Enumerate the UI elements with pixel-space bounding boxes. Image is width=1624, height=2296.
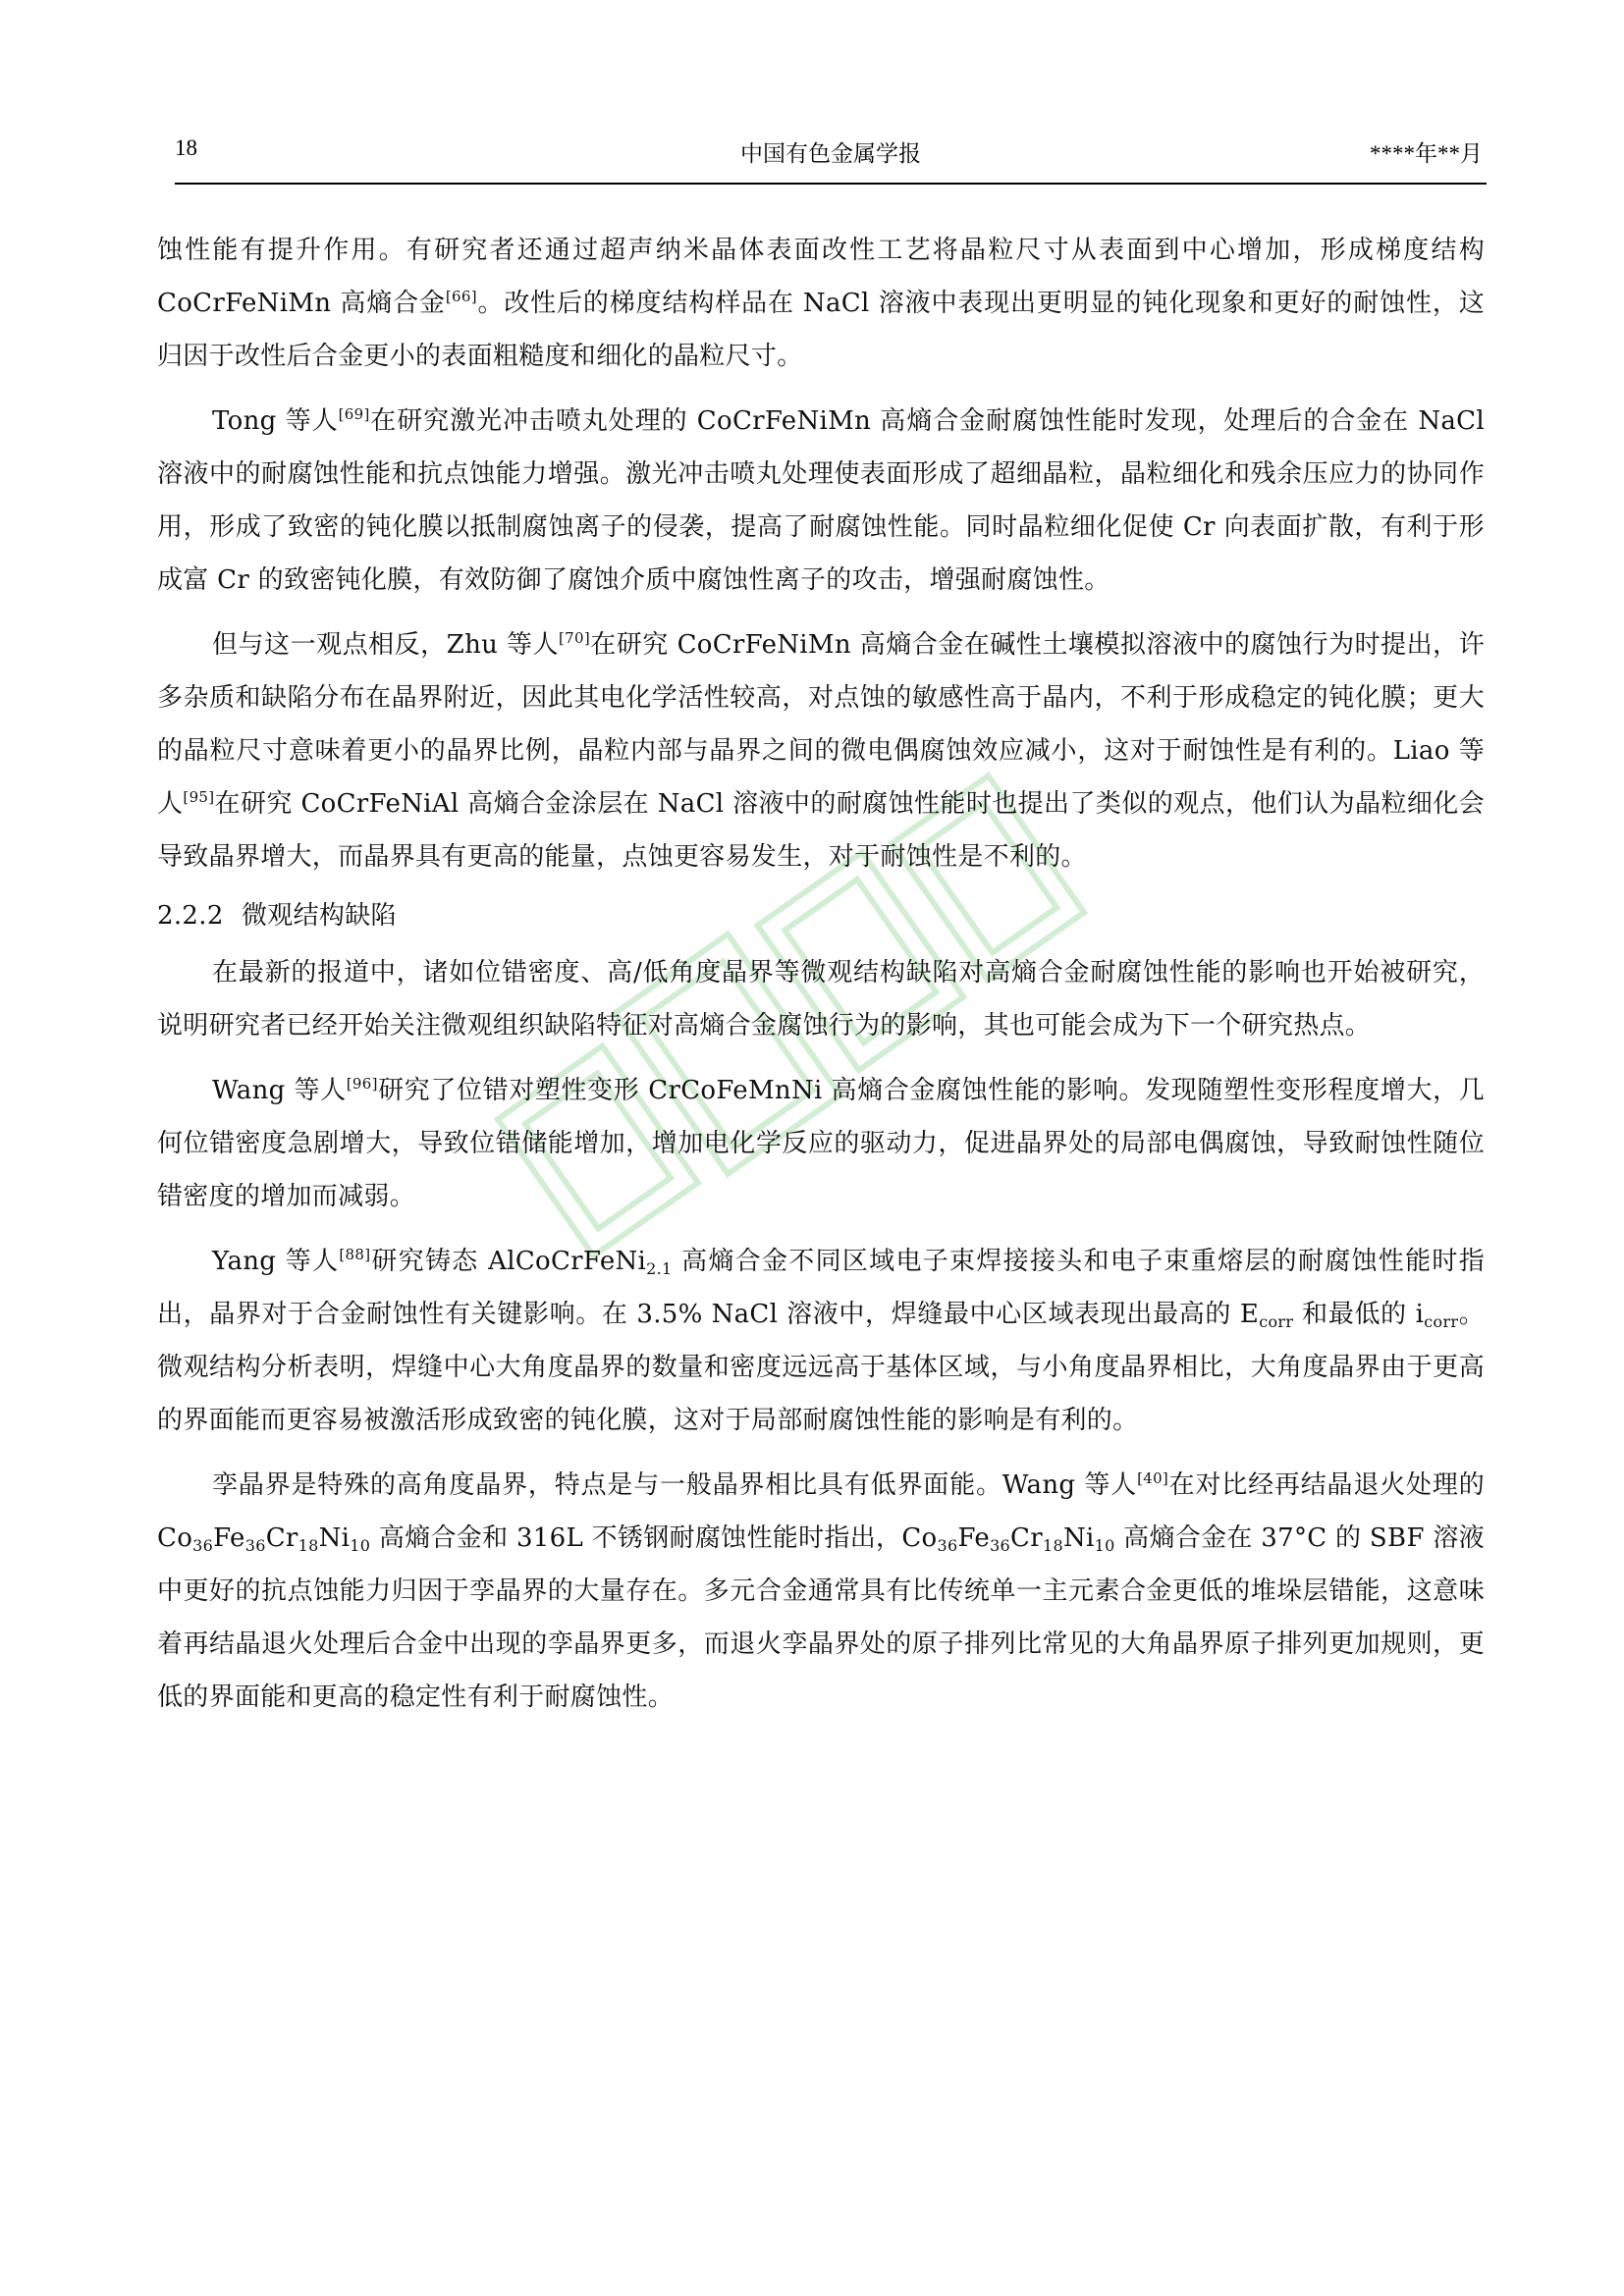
paragraph-2: Tong 等人[69]在研究激光冲击喷丸处理的 CoCrFeNiMn 高熵合金耐腐蚀性能时发现，处理后的合金在 NaCl 溶液中的耐腐蚀性能和抗点蚀能力增强。激光冲击喷丸处理使表面形成了超细晶粒，晶粒细化和残余压应力的协同作用，形成了致密的钝化膜以抵制腐蚀离子的侵袭，提高了耐腐蚀性能。同时晶粒细化促使 Cr 向表面扩散，有利于形成富 Cr 的致密钝化膜，有效防御了腐蚀介质中腐蚀性离子的攻击，增强耐腐蚀性。 [157, 405, 1485, 595]
citation[interactable]: [95] [183, 788, 215, 806]
citation[interactable]: [69] [338, 405, 370, 423]
citation[interactable]: [96] [346, 1075, 378, 1093]
citation[interactable]: [70] [559, 629, 590, 647]
article-body [157, 224, 1485, 1724]
section-heading [157, 889, 1485, 942]
paragraph-7: 孪晶界是特殊的高角度晶界，特点是与一般晶界相比具有低界面能。Wang 等人[40]在对比经再结晶退火处理的 $Co_{36}Fe_{36}Cr_{18}Ni_{10}$ 高熵合金和 316L 不锈钢耐腐蚀性能时指出，$Co_{36}Fe_{36}Cr_{18}Ni_{10}$ 高熵合金在 37°C 的 SBF 溶液中更好的抗点蚀能力归因于孪晶界的大量存在。多元合金通常具有比传统单一主元素合金更低的堆垛层错能，这意味着再结晶退火处理后合金中出现的孪晶界更多，而退火孪晶界处的原子排列比常见的大角晶界原子排列更加规则，更低的界面能和更高的稳定性有利于耐腐蚀性。 [157, 1469, 1485, 1712]
paragraph-6: Yang 等人[88]研究铸态 AlCoCrFeNi$_{2.1}$ 高熵合金不同区域电子束焊接接头和电子束重熔层的耐腐蚀性能时指出，晶界对于合金耐蚀性有关键影响。在 3.5% NaCl 溶液中，焊缝最中心区域表现出最高的 $E_{corr}$ 和最低的 $i_{corr}$。微观结构分析表明，焊缝中心大角度晶界的数量和密度远远高于基体区域，与小角度晶界相比，大角度晶界由于更高的界面能而更容易被激活形成致密的钝化膜，这对于局部耐腐蚀性能的影响是有利的。 [157, 1246, 1485, 1435]
paragraph-4: 在最新的报道中，诸如位错密度、高/低角度晶界等微观结构缺陷对高熵合金耐腐蚀性能的影响也开始被研究，说明研究者已经开始关注微观组织缺陷特征对高熵合金腐蚀行为的影响，其也可能会成为下一个研究热点。 [157, 958, 1485, 1041]
issue-date: ****年**月 [1370, 141, 1483, 166]
paragraph-1: 蚀性能有提升作用。有研究者还通过超声纳米晶体表面改性工艺将晶粒尺寸从表面到中心增加，形成梯度结构 CoCrFeNiMn 高熵合金[66]。改性后的梯度结构样品在 NaCl 溶液中表现出更明显的钝化现象和更好的耐蚀性，这归因于改性后合金更小的表面粗糙度和细化的晶粒尺寸。 [157, 236, 1485, 371]
journal-title: 中国有色金属学报 [740, 141, 921, 166]
paragraph-3: 但与这一观点相反，Zhu 等人[70]在研究 CoCrFeNiMn 高熵合金在碱性土壤模拟溶液中的腐蚀行为时提出，许多杂质和缺陷分布在晶界附近，因此其电化学活性较高，对点蚀的敏感性高于晶内，不利于形成稳定的钝化膜；更大的晶粒尺寸意味着更小的晶界比例，晶粒内部与晶界之间的微电偶腐蚀效应减小，这对于耐蚀性是有利的。Liao 等人[95]在研究 CoCrFeNiAl 高熵合金涂层在 NaCl 溶液中的耐腐蚀性能时也提出了类似的观点，他们认为晶粒细化会导致晶界增大，而晶界具有更高的能量，点蚀更容易发生，对于耐蚀性是不利的。 [157, 629, 1485, 872]
citation[interactable]: [88] [339, 1246, 371, 1263]
paragraph-5: Wang 等人[96]研究了位错对塑性变形 CrCoFeMnNi 高熵合金腐蚀性能的影响。发现随塑性变形程度增大，几何位错密度急剧增大，导致位错储能增加，增加电化学反应的驱动力，促进晶界处的局部电偶腐蚀，导致耐蚀性随位错密度的增加而减弱。 [157, 1075, 1486, 1211]
citation[interactable]: [66] [445, 288, 477, 305]
page-number: 18 [175, 135, 197, 160]
page-header [175, 132, 1487, 185]
section-number: 2.2.2 [157, 901, 224, 931]
section-title: 微观结构缺陷 [242, 901, 397, 931]
citation[interactable]: [40] [1137, 1469, 1169, 1487]
